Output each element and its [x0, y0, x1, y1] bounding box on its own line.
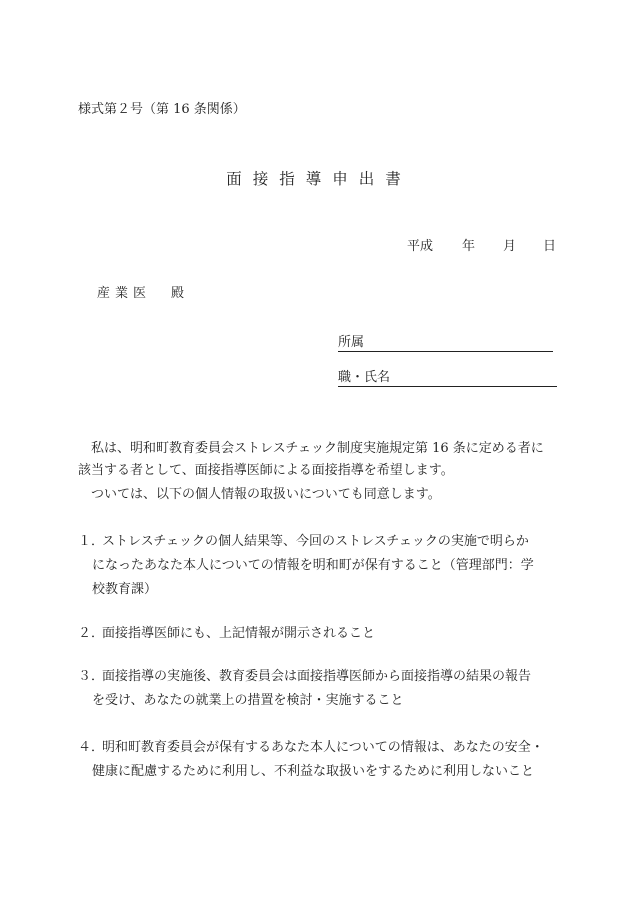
document-title: 面接指導申出書 [226, 170, 412, 188]
date-era: 平成 [407, 239, 434, 254]
list-item [78, 622, 568, 646]
affiliation-label: 所属 [338, 335, 365, 350]
item-text-line: を受け、あなたの就業上の措置を検討・実施すること [92, 693, 404, 708]
item-number: ４． [78, 740, 105, 755]
item-number: １． [78, 534, 105, 549]
date-month: 月 [503, 239, 517, 254]
item-text-line: 面接指導の実施後、教育委員会は面接指導医師から面接指導の結果の報告 [102, 669, 532, 684]
consent-paragraph-line: ついては、以下の個人情報の取扱いについても同意します。 [91, 487, 441, 502]
date-year: 年 [462, 239, 476, 254]
list-item [78, 665, 568, 713]
addressee [97, 287, 184, 300]
request-paragraph-line-2: 該当する者として、面接指導医師による面接指導を希望します。 [78, 463, 454, 478]
list-item [78, 530, 568, 602]
affiliation-underline [338, 351, 553, 352]
form-number: 様式第２号（第 16 条関係） [78, 102, 246, 117]
name-underline [338, 386, 557, 387]
item-text-line: ストレスチェックの個人結果等、今回のストレスチェックの実施で明らか [102, 534, 529, 549]
item-text-line: 校教育課） [92, 582, 158, 597]
addressee-honorific: 殿 [171, 286, 185, 301]
request-paragraph [78, 438, 568, 482]
item-text-line: 明和町教育委員会が保有するあなた本人についての情報は、あなたの安全・ [102, 740, 544, 755]
item-number: ２． [78, 626, 105, 641]
addressee-role: 産業医 [97, 286, 152, 301]
name-field[interactable] [338, 371, 390, 384]
request-paragraph-line-1: 私は、明和町教育委員会ストレスチェック制度実施規定第 16 条に定める者に [91, 441, 544, 456]
name-label: 職・氏名 [338, 370, 391, 385]
item-number: ３． [78, 669, 105, 684]
affiliation-field[interactable] [338, 336, 364, 349]
consent-paragraph [78, 484, 568, 506]
item-text-line: 面接指導医師にも、上記情報が開示されること [102, 626, 376, 641]
item-text-line: になったあなた本人についての情報を明和町が保有すること（管理部門：学 [92, 558, 534, 573]
item-text-line: 健康に配慮するために利用し、不利益な取扱いをするために利用しないこと [92, 764, 535, 779]
date-day: 日 [543, 239, 557, 254]
list-item [78, 736, 568, 784]
